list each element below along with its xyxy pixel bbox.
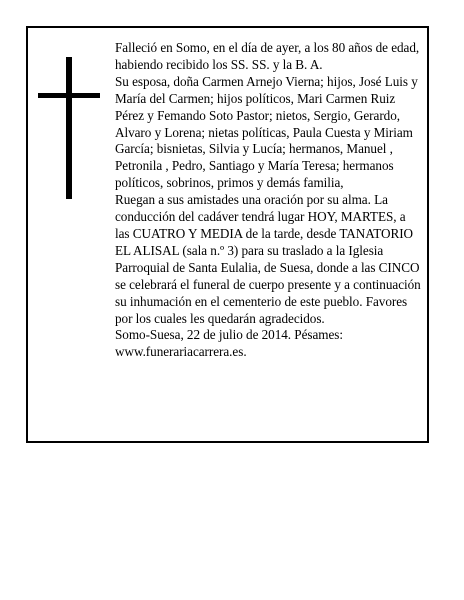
obituary-paragraph-family: Su esposa, doña Carmen Arnejo Vierna; hijos, José Luis y María del Carmen; hijos políticos, Mari Carmen Ruiz Pérez y Femando Soto Pastor; nietos, Sergio, Gerardo, Alvaro y Lorena; nietas políticas, Paula Cuesta y Miriam García; bisnietas, Silvia y Lucía; hermanos, Manuel , Petronila , Pedro, Santiago y María Teresa; hermanos políticos, sobrinos, primos y demás familia, [115, 73, 418, 191]
cross-horizontal-bar [38, 93, 100, 98]
obituary-paragraph-funeral-details: Ruegan a sus amistades una oración por su alma. La conducción del cadáver tendrá lugar HOY, MARTES, a las CUATRO Y MEDIA de la tarde, desde TANATORIO EL ALISAL (sala n.º 3) para su traslado a la Iglesia Parroquial de Santa Eulalia, de Suesa, donde a las CINCO se celebrará el funeral de cuerpo presente y a continuación su inhumación en el cementerio de este pueblo. Favores por los cuales les quedarán agradecidos. [115, 192, 421, 326]
obituary-paragraph-death-notice: Falleció en Somo, en el día de ayer, a los 80 años de edad, habiendo recibido los SS. SS. y la B. A. [115, 40, 420, 72]
cross-vertical-bar [66, 57, 72, 199]
obituary-paragraph-place-date: Somo-Suesa, 22 de julio de 2014. Pésames: www.funerariacarrera.es. [115, 327, 343, 360]
obituary-frame [26, 26, 429, 443]
latin-cross-icon [38, 57, 100, 199]
obituary-text [115, 40, 423, 361]
